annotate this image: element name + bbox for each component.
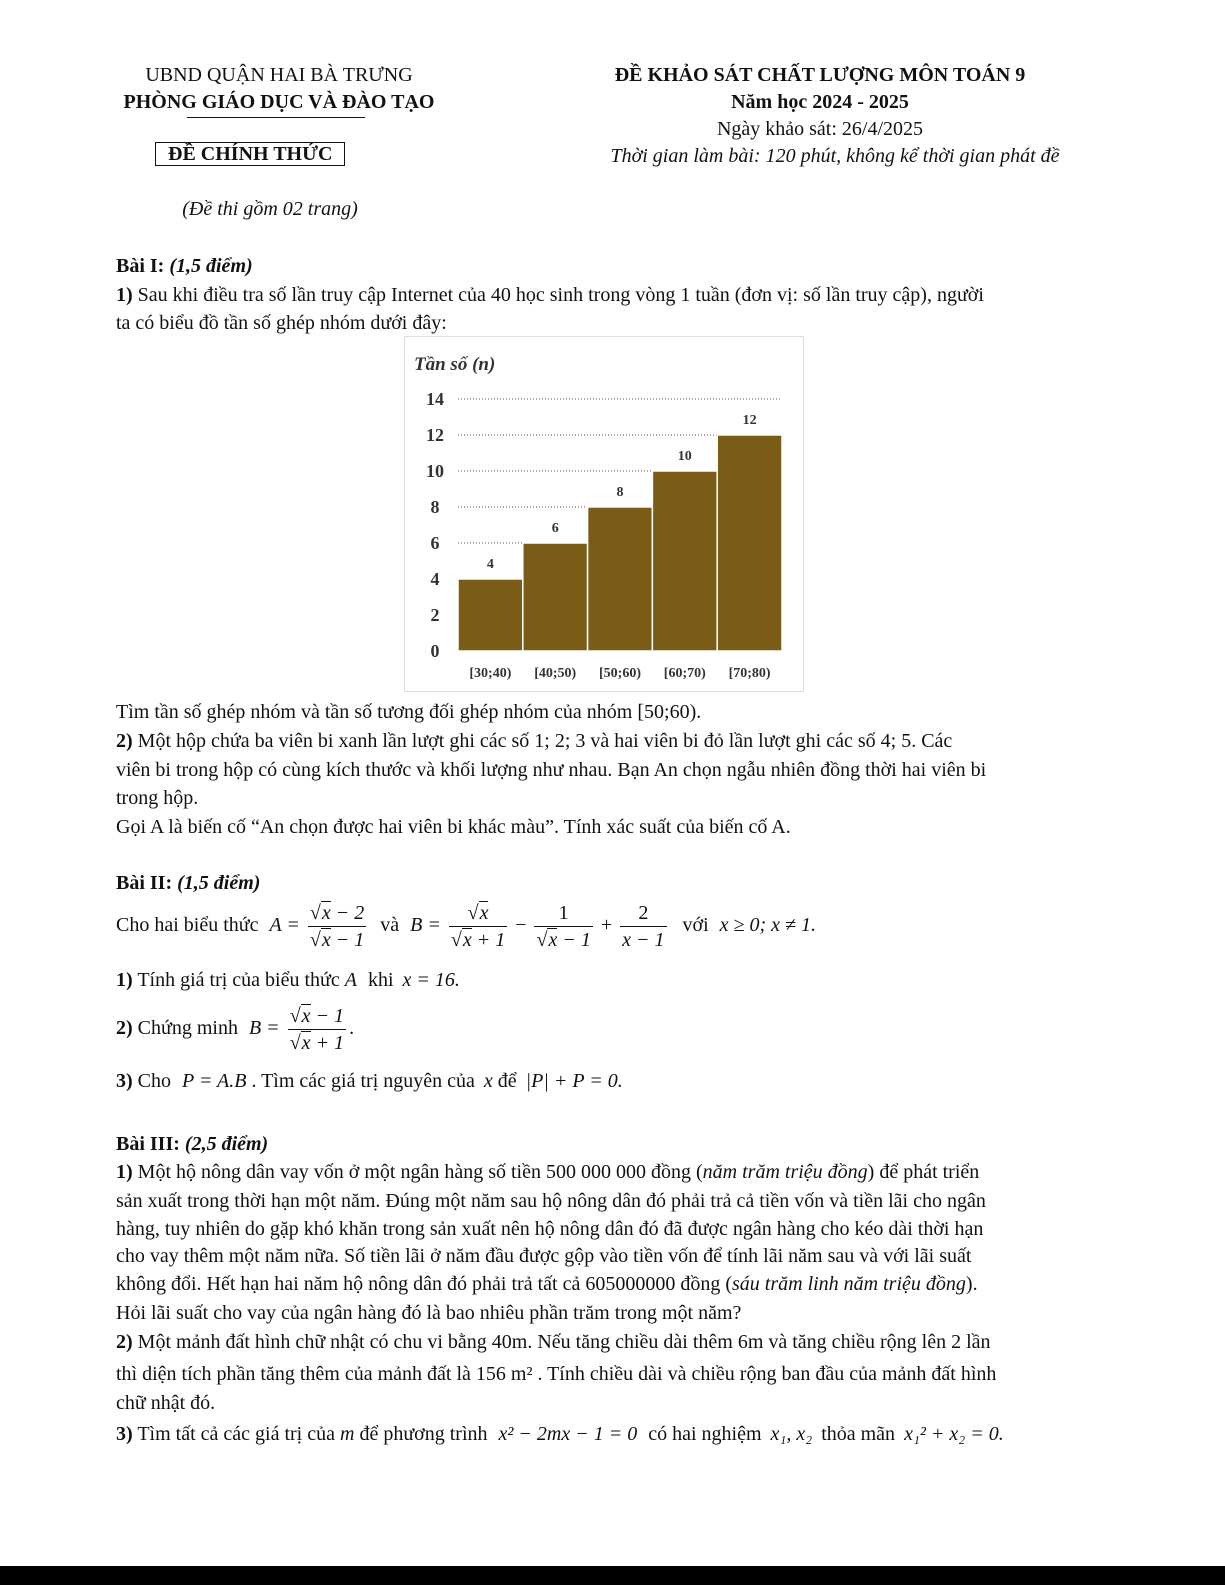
expr-a-eq: A = (269, 914, 300, 937)
bai1-points: (1,5 điểm) (169, 255, 253, 277)
expr-a-den-rad: x (321, 929, 331, 951)
bai2-q3-text-a: Cho (137, 1070, 172, 1092)
bai2-q3-text-b: . Tìm các giá trị nguyên của (251, 1070, 475, 1092)
bai2-heading (116, 869, 1101, 897)
bai1-q2-line4: Gọi A là biến cố “An chọn được hai viên bi khác màu”. Tính xác suất của biến cố A. (116, 816, 791, 838)
bai2-q2-fraction: $\frac{√x - 1}{√x + 1}$ (289, 1005, 345, 1054)
chart-ytick-label: 4 (430, 569, 440, 589)
bai2-q2-den-rest: + 1 (310, 1032, 345, 1054)
bai3-q3-text-a: Tìm tất cả các giá trị của (137, 1423, 335, 1445)
expr-a-den-rest: − 1 (330, 929, 365, 951)
bai3-q1-a-ital: năm trăm triệu đồng (702, 1161, 868, 1183)
bai3-q3-label: 3) (116, 1423, 133, 1445)
chart-data-label: 10 (677, 449, 692, 464)
bai2-q2-den-rad: x (301, 1032, 311, 1054)
office-name: PHÒNG GIÁO DỤC VÀ ĐÀO TẠO (123, 91, 435, 113)
condition: x ≥ 0; x ≠ 1. (719, 914, 817, 937)
bai3-q3-condition: x₁² + x₂ = 0. (904, 1423, 1004, 1445)
bai1-q1-label: 1) (116, 284, 133, 306)
bai2-q2-end: . (349, 1017, 355, 1040)
bai2-title: Bài II: (116, 872, 173, 894)
bai1-q2-line3: trong hộp. (116, 787, 199, 809)
chart-ytick-label: 14 (426, 389, 444, 409)
bai3-q2-line2: thì diện tích phần tăng thêm của mảnh đất là 156 m² . Tính chiều dài và chiều rộng ban đầu của mảnh đất hình (116, 1363, 997, 1385)
bai3-q2-label: 2) (116, 1331, 133, 1353)
exam-date: Ngày khảo sát: 26/4/2025 (716, 118, 924, 140)
bai2-q3-text-c: để (497, 1070, 517, 1092)
bai3-q1-e-post: ). (965, 1273, 978, 1295)
bai2-q2-text: Chứng minh (137, 1017, 238, 1040)
expr-a-num-rad: x (321, 902, 331, 924)
bai1-q1-text: Sau khi điều tra số lần truy cập Internet của 40 học sinh trong vòng 1 tuần (đơn vị: số lần truy cập), người (137, 284, 984, 306)
expr-b3-den: x − 1 (622, 929, 665, 951)
bai1-q2-line1 (116, 727, 1101, 755)
chart-xtick-label: [70;80) (728, 666, 771, 681)
bai1-q2-line2: viên bi trong hộp có cùng kích thước và khối lượng như nhau. Bạn An chọn ngẫu nhiên đồng thời hai viên bi (116, 759, 987, 781)
bai3-q3-m: m (339, 1423, 355, 1445)
chart-xtick-label: [40;50) (534, 666, 577, 681)
minus-sign: − (515, 914, 527, 937)
bai2-q2-num-rest: − 1 (310, 1005, 345, 1027)
chart-bar (652, 471, 717, 651)
bai3-q1-line4: cho vay thêm một năm nữa. Số tiền lãi ở năm đầu được gộp vào tiền vốn để tính lãi năm sau và với lãi suất (116, 1245, 972, 1267)
expr-b-fraction-1: $\frac{√x}{√x + 1}$ (450, 902, 506, 951)
school-year: Năm học 2024 - 2025 (731, 91, 909, 113)
and-word: và (380, 914, 400, 937)
bai2-q1-a: A (344, 969, 357, 991)
expr-a-fraction: $\frac{√x - 2}{√x - 1}$ (309, 902, 365, 951)
expr-a-num-rest: − 2 (330, 902, 365, 924)
bai3-heading (116, 1130, 1101, 1158)
chart-data-label: 8 (616, 485, 624, 500)
bai2-q2-b: B = (248, 1017, 280, 1040)
bai2-q3-p: P = A.B (182, 1070, 247, 1092)
chart-bar (458, 579, 523, 651)
bai3-title: Bài III: (116, 1133, 180, 1155)
expr-b-fraction-3 (620, 900, 666, 953)
expr-b1-den-rest: + 1 (471, 929, 506, 951)
chart-ytick-label: 8 (430, 497, 440, 517)
bai3-q2-line3: chữ nhật đó. (116, 1392, 216, 1414)
chart-bar (523, 543, 588, 651)
header-divider (187, 117, 365, 118)
bai2-q1-x: x = 16. (402, 969, 460, 991)
bai2-q2-label: 2) (116, 1017, 133, 1040)
bai3-q1-a-post: ) để phát triển (867, 1161, 980, 1183)
bai1-q2-text: Một hộp chứa ba viên bi xanh lần lượt ghi các số 1; 2; 3 và hai viên bi đỏ lần lượt ghi các số 4; 5. Các (137, 730, 953, 752)
bai3-q1-line1 (116, 1158, 1101, 1186)
official-badge (155, 141, 345, 168)
bai1-heading (116, 252, 1101, 280)
bai3-q1-label: 1) (116, 1161, 133, 1183)
official-label: ĐỀ CHÍNH THỨC (155, 142, 345, 166)
bai3-q1-e-pre: không đổi. Hết hạn hai năm hộ nông dân đó phải trả tất cả 605000000 đồng ( (116, 1273, 732, 1295)
chart-data-label: 4 (486, 557, 494, 572)
chart-xtick-label: [30;40) (469, 666, 512, 681)
chart-bar (717, 435, 782, 651)
bai2-q2-num-rad: x (301, 1005, 311, 1027)
bai2-q1-label: 1) (116, 969, 133, 991)
bai2-q3 (116, 1067, 1101, 1095)
bai1-title: Bài I: (116, 255, 165, 277)
expr-b1-den-rad: x (462, 929, 472, 951)
expr-b-fraction-2: $\frac{1}{√x - 1}$ (536, 902, 591, 951)
exam-title: ĐỀ KHẢO SÁT CHẤT LƯỢNG MÔN TOÁN 9 (614, 64, 1026, 86)
bai1-q1-line2: ta có biểu đồ tần số ghép nhóm dưới đây: (116, 312, 447, 334)
bai2-q3-label: 3) (116, 1070, 133, 1092)
bai2-expressions (116, 900, 1101, 953)
bai3-q2-line1 (116, 1328, 1101, 1356)
bai2-q1 (116, 966, 1101, 994)
plus-sign: + (600, 914, 613, 937)
bai1-q1-question: Tìm tần số ghép nhóm và tần số tương đối ghép nhóm của nhóm [50;60). (116, 701, 702, 723)
histogram-chart (404, 336, 804, 692)
chart-ytick-label: 12 (426, 425, 444, 445)
bai2-q1-text: Tính giá trị của biểu thức (137, 969, 340, 991)
bai2-q3-eq: |P| + P = 0. (525, 1070, 623, 1092)
chart-xtick-label: [60;70) (663, 666, 706, 681)
bai3-q2-text: Một mảnh đất hình chữ nhật có chu vi bằng 40m. Nếu tăng chiều dài thêm 6m và tăng chiều rộng lên 2 lần (137, 1331, 991, 1353)
chart-ylabel: Tần số (n) (414, 354, 496, 375)
bai2-points: (1,5 điểm) (177, 872, 261, 894)
chart-ytick-label: 2 (430, 605, 440, 625)
chart-data-label: 6 (551, 521, 559, 536)
bai2-intro: Cho hai biểu thức (116, 914, 259, 937)
bai3-q1-a-pre: Một hộ nông dân vay vốn ở một ngân hàng số tiền 500 000 000 đồng ( (137, 1161, 703, 1183)
bai3-q1-line3: hàng, tuy nhiên do gặp khó khăn trong sản xuất nên hộ nông dân đó đã được ngân hàng cho kéo dài thời hạn (116, 1218, 984, 1240)
bai3-q1-e-ital: sáu trăm linh năm triệu đồng (732, 1273, 966, 1295)
histogram-svg (405, 337, 803, 691)
chart-ytick-label: 0 (430, 641, 440, 661)
chart-data-label: 12 (742, 413, 757, 428)
bai3-q3-roots: x₁, x₂ (770, 1423, 813, 1445)
bai1-q2-label: 2) (116, 730, 133, 752)
expr-b2-den-rad: x (548, 929, 558, 951)
bai3-q1-line2: sản xuất trong thời hạn một năm. Đúng một năm sau hộ nông dân đó phải trả cả tiền vốn và tiền lãi cho ngân (116, 1190, 986, 1212)
bai3-q1-line6: Hỏi lãi suất cho vay của ngân hàng đó là bao nhiêu phần trăm trong một năm? (116, 1302, 742, 1324)
expr-b2-num: 1 (534, 900, 592, 927)
pages-note: (Đề thi gồm 02 trang) (182, 198, 358, 220)
department-name: UBND QUẬN HAI BÀ TRƯNG (145, 64, 413, 86)
condition-word: với (682, 914, 709, 937)
bai1-q1-line1 (116, 281, 1101, 309)
bai2-q1-when: khi (367, 969, 394, 991)
chart-bar (588, 507, 653, 651)
bai2-q3-x: x (483, 1070, 493, 1092)
exam-duration: Thời gian làm bài: 120 phút, không kể thời gian phát đề (610, 145, 1060, 167)
bai3-q3-text-b: để phương trình (359, 1423, 488, 1445)
bai3-q3-text-d: thỏa mãn (821, 1423, 896, 1445)
chart-xtick-label: [50;60) (599, 666, 641, 681)
expr-b2-den-rest: − 1 (557, 929, 591, 951)
bai3-q3 (116, 1420, 1101, 1448)
chart-ytick-label: 6 (430, 533, 440, 553)
bai2-q2 (116, 1003, 1101, 1056)
expr-b1-num-rad: x (479, 902, 489, 924)
chart-ytick-label: 10 (426, 461, 444, 481)
bai3-q3-text-c: có hai nghiệm (648, 1423, 762, 1445)
bai3-q3-equation: x² − 2mx − 1 = 0 (498, 1423, 638, 1445)
bottom-black-bar (0, 1566, 1225, 1585)
bai3-points: (2,5 điểm) (184, 1133, 269, 1155)
expr-b-eq: B = (410, 914, 441, 937)
bai3-q1-line5 (116, 1270, 1101, 1298)
expr-b3-num: 2 (620, 900, 666, 927)
